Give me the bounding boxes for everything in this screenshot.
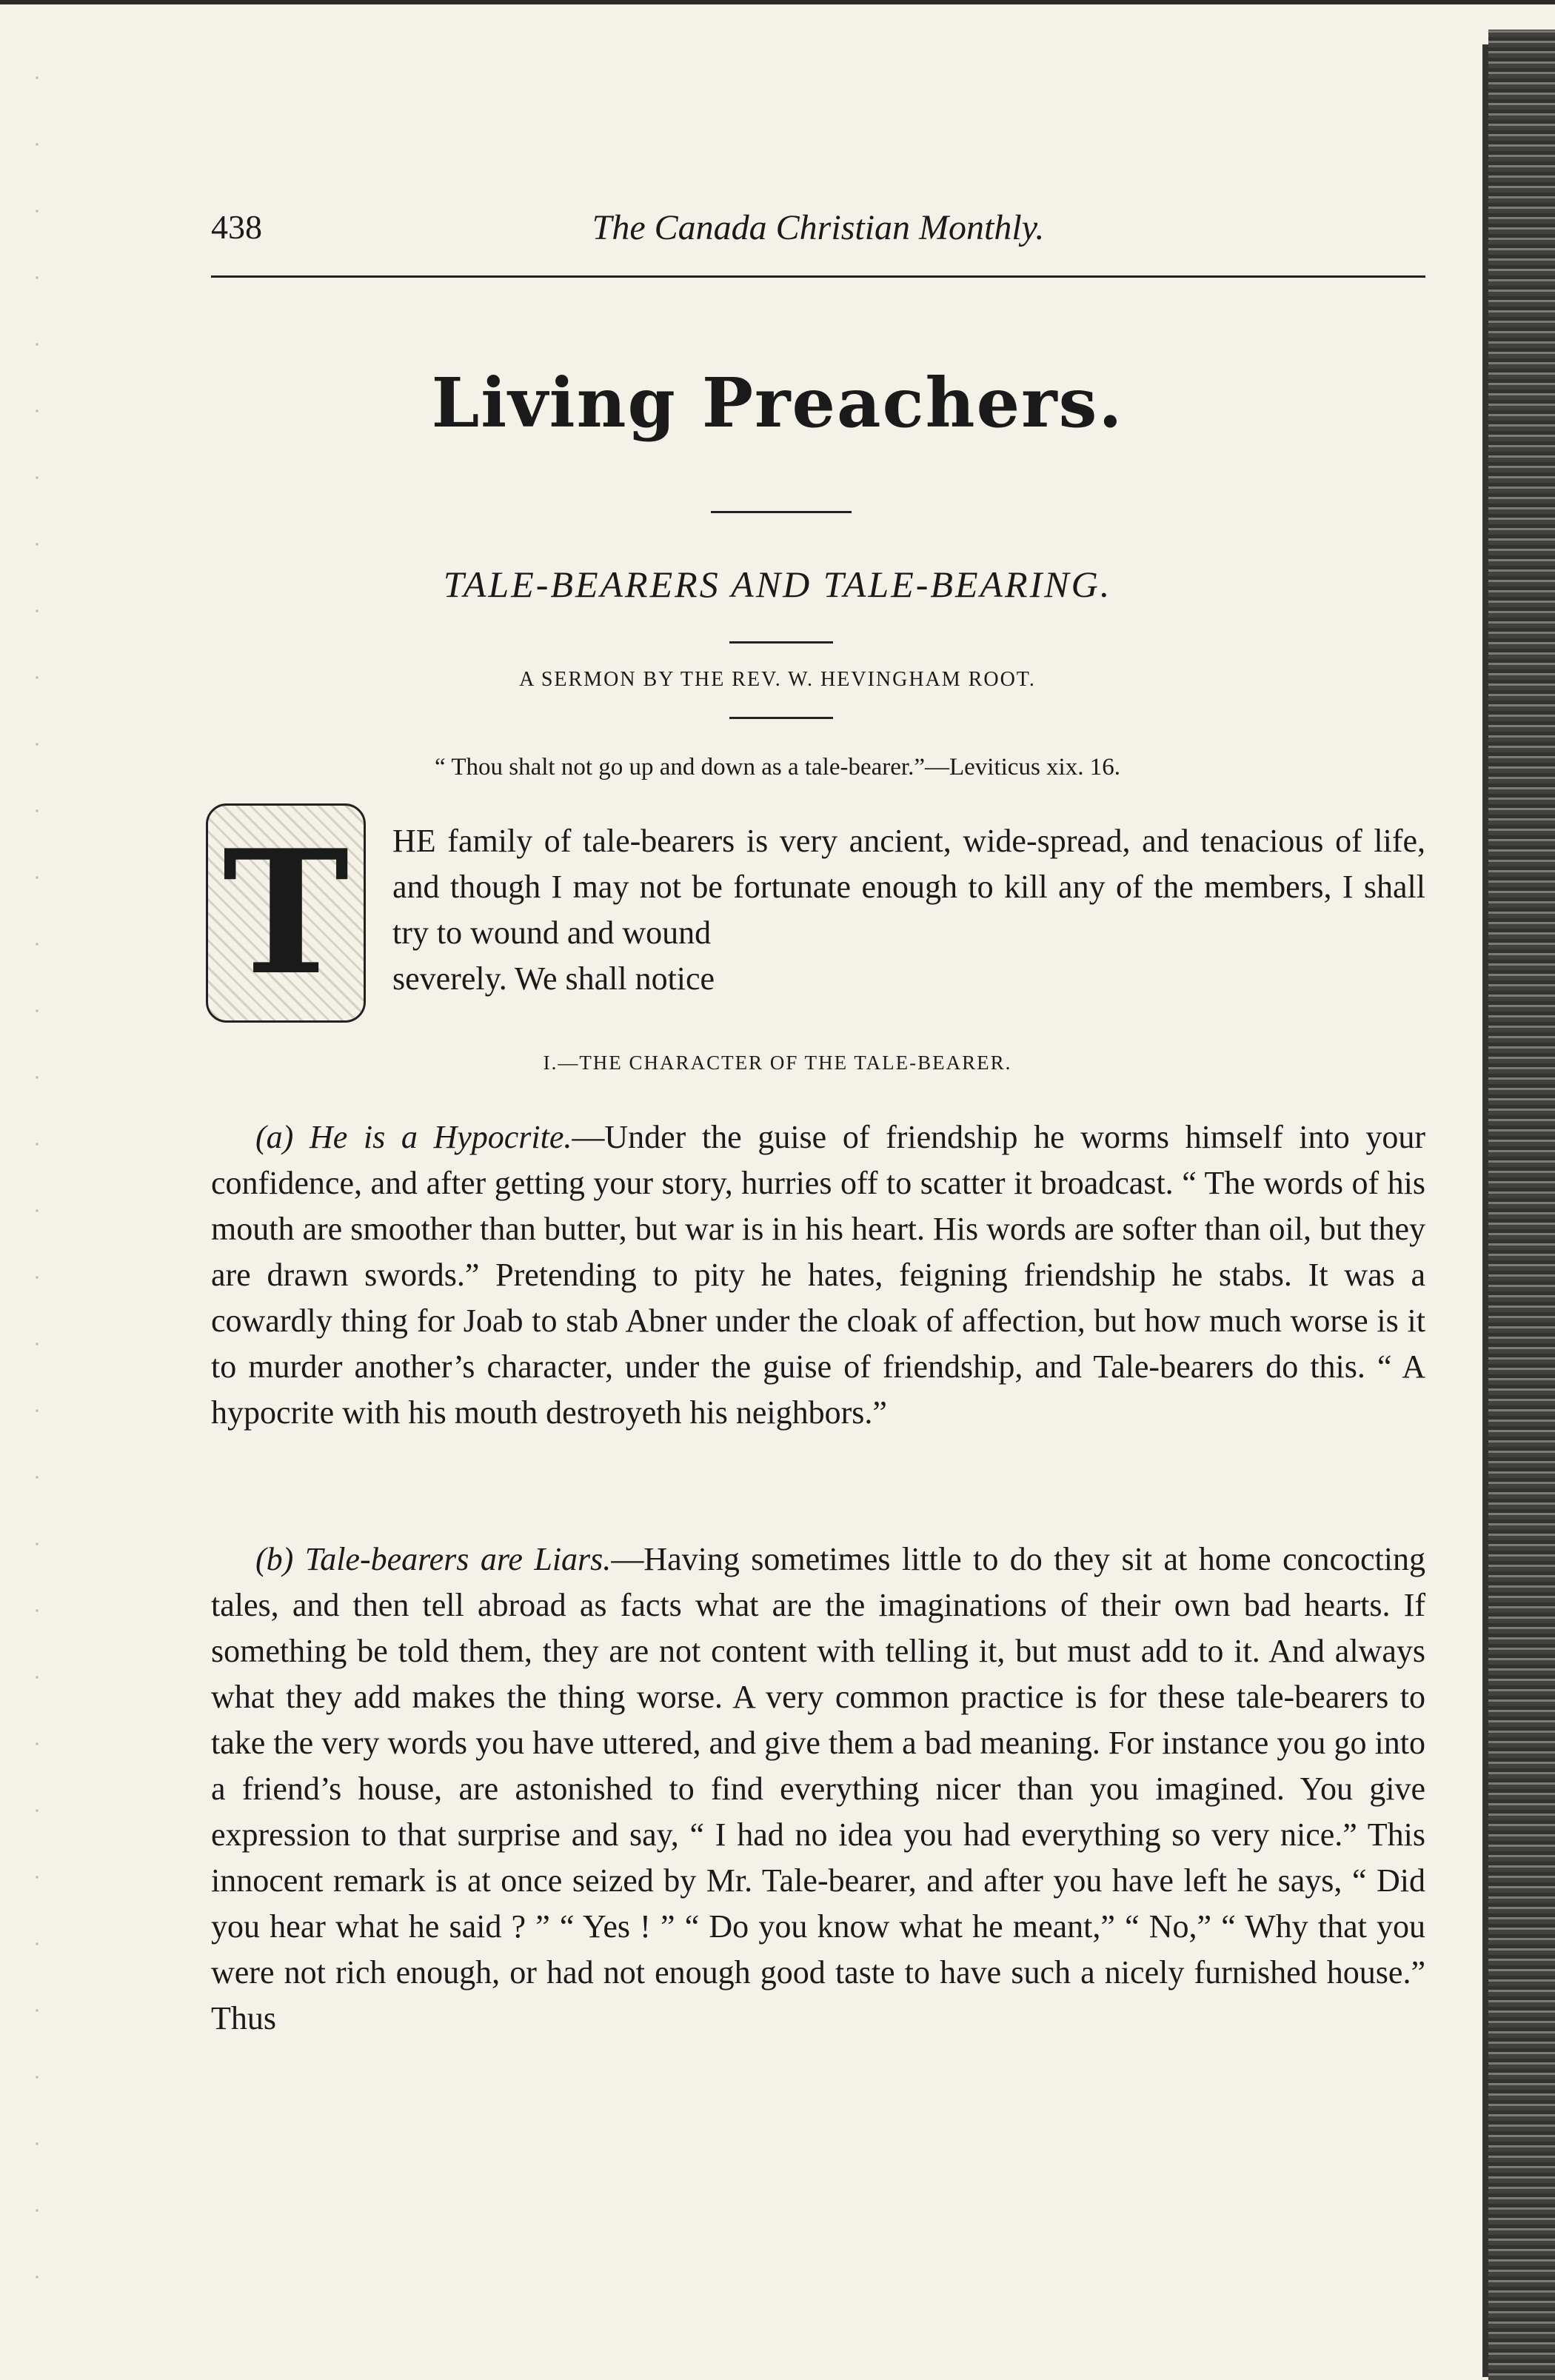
intro-paragraph: HE family of tale-bearers is very ancient, wide-spread, and tenacious of life, and though I may not be fortunate enough to kill any of the members, I shall try to wound and wound (392, 823, 1425, 951)
paragraph-text: —Under the guise of friendship he worms himself into your confidence, and after getting your story, hurries off to scatter it broadcast. “ The words of his mouth are smoother than butter, but war is in his heart. His words are softer than oil, but they are drawn swords.” Pretending to pity he hates, feigning friendship he stabs. It was a cowardly thing for Joab to stab Abner under the cloak of affection, but how much worse is it to murder another’s character, under the guise of friendship, and Tale-bearers do this. “ A hypocrite with his mouth destroyeth his neighbors.” (211, 1119, 1425, 1431)
paragraph-hypocrite (211, 1114, 1425, 1436)
paragraph-lead: (b) Tale-bearers are Liars. (255, 1541, 612, 1577)
paragraph-lead: (a) He is a Hypocrite. (255, 1119, 572, 1155)
divider-rule (711, 511, 852, 513)
divider-rule (729, 717, 833, 719)
running-head (211, 200, 1425, 259)
byline: A SERMON BY THE REV. W. HEVINGHAM ROOT. (519, 668, 1036, 691)
page-top-edge (0, 0, 1555, 41)
header-rule (211, 275, 1425, 278)
paragraph-text: —Having sometimes little to do they sit at home concocting tales, and then tell abroad as facts what are the imaginations of their own bad hearts. If something be told them, they are not content with telling it, but must add to it. And always what they add makes the thing worse. A very common practice is for these tale-bearers to take the very words you have uttered, and give them a bad meaning. For instance you go into a friend’s house, are astonished to find everything nicer than you imagined. You give expression to that surprise and say, “ I had no idea you had everything so very nice.” This innocent remark is at once seized by Mr. Tale-bearer, and after you have left he says, “ Did you hear what he said ? ” “ Yes ! ” “ Do you know what he meant,” “ No,” “ Why that you were not rich enough, or had not enough good taste to have such a nicely furnished house.” Thus (211, 1541, 1425, 2036)
subheading: I.—THE CHARACTER OF THE TALE-BEARER. (543, 1052, 1012, 1074)
ornamental-dropcap: T (206, 803, 366, 1023)
divider-rule (729, 641, 833, 644)
page-number: 438 (211, 208, 262, 246)
paragraph-liars (211, 1537, 1425, 2042)
journal-title: The Canada Christian Monthly. (592, 208, 1045, 247)
intro-paragraph-end: severely. We shall notice (392, 960, 715, 997)
article-title: TALE-BEARERS AND TALE-BEARING. (443, 564, 1112, 605)
epigraph: “ Thou shalt not go up and down as a tale-bearer.”—Leviticus xix. 16. (435, 754, 1120, 780)
section-title: Living Preachers. (431, 363, 1124, 443)
